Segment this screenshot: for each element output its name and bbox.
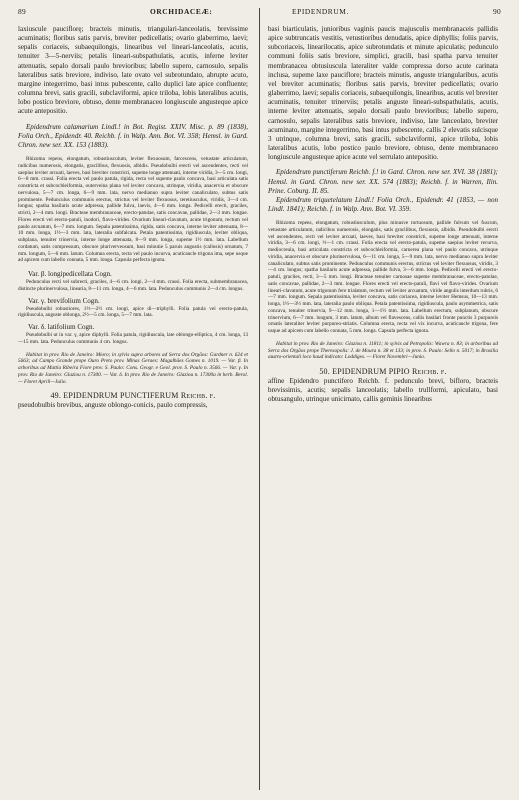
species-diagnosis-start: pseudobulbis brevibus, anguste oblongo-conicis, paulo compressis,	[18, 401, 208, 410]
species-description: Rhizoma repens, elongatum, robustiusculum, plus minusve tortuosum, pallide fulvum vel fuscum, vetustate articulatum, radicibus numerosis, elongatis, satis gracilibus, flexuosis, albidis. Pseudobulbi erecti vel ascendentes, recti vel leviter arcuati, laeves, basi breviter constricti, supeme longe attenuati, interne viridia, 3—6 cm. longi, ½—1 cm. crassi. Folia erecta vel erecto-patula, supeme saepius leviter recurva, mediocreula, basi articulata constricta et subcochleiformia, carnerea plana vel paulo concava, utrinque viridia, anacervia et obscure plurinervulosa, 6—11 cm. longa, 5—9 mm. lata, nervo medianuo supra leviter canaliculato, subtus satis prominente. Pedunculus communis erectus, strictus vel leviter flexuosus, viridis, 3—4 cm. longus; spatha basilaris acute adpressa, pallide fulva, 3—6 mm. longa. Pedicelli erecti vel erecto-patuli, graciles, recti, 3—5 mm. longi. Bracteae tenuiter carnosae supeme membranaceae, erecto-patulae, satis concavae, pallidae, 2—3 mm. longae. Flores erecti vel erecto-patuli, flavi vel flavo-virides. Ovarium lineari-clavatum, acute trigonum fere trialatum, rectum vel leviter arcuatum, viride angulis interdum rubris, 6—7 mm. longum. Sepala patentissima, leviter concava, satis coriacea, interne leviter Hemsus, 10—13 mm. longa, 1½—3½ mm. lata, lateralia paulo obliqua. Petala patentissima, rigidiuscula, paulo asymmetrica, satis concava, tenuiter trinervia, 9—12 mm. longa, 1—1½ mm. lata. Labellum erectum, subplanum, obscure trinervium, 6—7 mm. longum, 3 mm. latum, album vel flavescens, callis basilari fronte punctis 3 purpureis ornatis lateraliter leviter purpureo-striatis. Columna erecta, recta vel vix incurva, acuticaucle trigona, fere usque ad apicem cum labello connata, 5 mm. longa. Capsula perfecta ignota.	[268, 220, 498, 335]
running-title-left: ORCHIDACEÆ:	[150, 7, 213, 16]
habitat-text: Habitat in prov. Rio de Janeiro: Mioro; in sylvis supra arbores ad Serra dos Orgãos: Gardner n. 624 et 5663; ad Campo Grande prope Ouro Preto prov. Minas Geraes: Magalhães Gomes n. 1019. — Var. β. In arboribus ad Mattia Ribeira Fiore prov. S. Paulo: Cons. Geogr. e Geol. prov. S. Paulo n. 3566. — Var. γ. In prov. Rio de Janeiro: Glaziou n. 17300. — Var. δ. In prov. Rio de Janeiro: Glaziou n. 17300a in herb. Berol. — Floret Aprili—Julio.	[18, 351, 248, 385]
variety-beta-title: Var. β. longipedicellata Cogn.	[28, 270, 112, 279]
synonymy-citation: Epidendrum calamarium Lindl.! in Bot. Regist. XXIV. Misc. p. 89 (1838), Folia Orch., Epidendr. 40. Reichb. f. in Walp. Ann. Bot. VI. 358; Hemsl. in Gard. Chron. new ser. XX. 153 (1883).	[18, 122, 248, 149]
species-description: Rhizoma repens, elongatum, robustiusculum, leviter flexuosum, farcescens, vetustate articulatum, radicibus numerosis, elongatis, gracilibus, flexuosis, albidis. Pseudobulbi erecti vel ascendentes, recti vel saepius leviter arcuati, laeves, basi breviter constricti, supeme longe attenuati, interne viridia, 3—5 cm. longi, 6—8 mm. crassi. Folia erecta vel paulo patula, rigida, recta vel supeme paulo concava, basi articulata satis constricta et subcochleiformia, outerveina plana vel leviter concava, utrinque, viridia, anacervia et obscure nervulosa, 5—7 cm. longa, 6—9 mm. lata, nervo medianuo supra leviter canaliculato, subtus satis prominente. Pedunculus communis erectus, strictus vel leviter flexuosus, teretiusculus, viridis, 3—4 cm. longus; spatha basilaris acute adpressa, pallide fulva, laevis, 4—6 mm. longa. Pedicelli erecti, graciles, stricti, 2—4 mm. longi. Bracteae membranaceae, erecto-patulae, satis concavae, pallidae, 2—3 mm. longae. Flores erecti vel erecto-patuli, inodori, flavo-virides. Ovarium lineari-clavatum, acute trigonum, rectum vel paulo arcuatum, 6—7 mm. longum. Sepala patentissima, rigida, satis concava, interne leviter attenuata, 8—10 mm. longa, 1½—3 mm. lata, lateralia subfalcata. Petala patentissima, rigidiuscula, leviter obliqua, subplana, tenuiter trinervia, interne longe attenuata, 8—9 mm. longa, supeme 1½ mm. lata. Labellum cordatum, satis compressum, obscure pluriverveosum, basi minutie 5 paruis angustis (callosis) ornatum, 7 mm. longum, 5—6 mm. latum. Columna erecta, recta vel paulo incurva, acuticaucle trigona ima, sepe usque ad apicem cum labello connata, 5 mm. longa. Capsula perfecta ignota.	[18, 156, 248, 264]
variety-delta-description: Pseudobulbi ut in var. γ, apice diphylli. Folia patula, rigidiuscula, late oblongo-elliptica, 4 cm. longa, 13—15 mm. lata. Pedunculus communis 4 cm. longus.	[18, 332, 248, 345]
left-column	[18, 25, 248, 785]
diagnosis-text: laxiuscule pauciflorę; bracteis minutis, triangulari-lanceolatis, brevissime acuminatis; floribus satis parvis, breviter pedicellatis; ovario glaberrimo, laevi; sepalis coriaceis, subaequilongis, linearibus vel lineari-lanceolatis, acutis, tenuiter 3—5-nerviis; petalis lineari-subspathulatis, acutis, inferne leviter attenuatis, sepalo dorsali paulo brevioribus; labello supero, carnosulo, sepalis lateralibus satis breviore, indiviso, late ovato vel subrotundato, abrupte acuto, margine integerrimo, basi intus pubescente, callo duplici late apice confluente; columna brevi, satis gracili, subclaviformi, apice triloba, lobis lateralibus acutis, lobo postico breviore, obtuso, dente membranaceo longiuscule angusteque apice acute antepositio.	[18, 25, 248, 116]
habitat-text: Habitat in prov. Rio de Janeiro: Glaziou n. 11811; in sylvis ad Petropolis: Wawra n. 83; in arboribus ad Serra dos Orgãos prope Theresopolis: J. de Moura n. 38 et 133; in prov. S. Paulo: Sello n. 5017; in Brasilia austro-orientali loco haud indicato: Loddiges. — Floret Novembri—Junio.	[268, 340, 498, 361]
synonymy-citation: Epidendrum punctiferum Reichb. f.! in Gard. Chron. new ser. XVI. 38 (1881); Hemsl. in Gard. Chron. new ser. XX. 574 (1883); Reichb. f. in Warren, Ilin. Prine. Coburg. II. 85.	[268, 168, 498, 195]
running-title-right: EPIDENDRUM.	[292, 7, 349, 16]
page-number-left: 89	[18, 7, 26, 16]
species-diagnosis-start: affine Epidendro punctifero Reichb. f. pedunculo brevi, bifloro, bracteis brevissimis, acutis; sepalis lanceolatis; labello trullformi, apiculato, basi obtusangulo, utrinque unicirnato, callis geminis linearibus	[268, 377, 498, 404]
species-heading: 50. EPIDENDRUM PIPIO Reichb. f.	[319, 367, 447, 377]
column-divider	[259, 8, 260, 790]
page-number-right: 90	[493, 7, 501, 16]
variety-beta-description: Pedunculus recti vel subrecti, graciles, 4—6 cm. longi, 2—4 mm. crassi. Folia erecta, submembranacea, distincte plurinervulosa, linearia, 8—11 cm. longa, 4—6 mm. lata. Pedunculus communis 2—4 cm. longus.	[18, 279, 248, 292]
synonymy-citation-2: Epidendrum triquetelatum Lindl.! Folia Orch., Epidendr. 41 (1853, — non Lindl. 1841); Reichb. f. in Walp. Ann. Bot. VI. 359.	[268, 195, 498, 213]
species-heading: 49. EPIDENDRUM PUNCTIFERUM Reichb. f.	[50, 391, 216, 401]
variety-gamma-description: Pseudobulbi robustiores, 1½—2½ cm. longi, apice di—triphylli. Folia patula vel erecto-patula, rigidiuscula, anguste oblonga, 2½—5 cm. longa, 5—7 mm. lata.	[18, 305, 248, 319]
variety-delta-title: Var. δ. latifolium Cogn.	[28, 323, 95, 332]
right-column	[268, 25, 498, 785]
variety-gamma-title: Var. γ. brevifolium Cogn.	[28, 296, 100, 305]
diagnosis-text: basi biarticulatis, junioribus vaginis paucis majusculis membranaceis pallidis apice subtruncatis vestitis, vetustioribus denudatis, apice diphyllis; foliis parvis, subcoriaceis, linearilocatis, apice subrotundatis et minute apiculatis; pedunculo communi foliis satis breviore, simplici, gracili, basi spatha parva tenuiter membranacea obtusiuscula lateraliter valde compressa dorso acute carinata inclusa, supeme laxe pauciflore; bracteis minutis, anguste triangularibus, acutis vel breviter acuminatis; floribus satis parvis, breviter pedicellatis; ovario glaberrimo, laevi; sepalis coriaceis, subaequilongis, linearibus, acutis vel breviter acuminatis, tenuiter trinerviis; petalis anguste lineari-subspathulatis, acutis, interne leviter attenuatis, sepalo dorsali paulo brevioribus; labello supero, carnosulo, sepalis lateralibus satis breviore, indiviso, late lanceolato, breviter acuminato, margine integerrimo, basi intus pubescente, callis 2 elevatis sulcisque 3 utrinque, columna brevi, satis gracili, subclaviformi, apice triloba, lobis lateralibus acutis, lobo postico paulo breviore, obtuso, dente membranaceo longiuscule angusteque apice acute vel serrulato antepositio.	[268, 25, 498, 162]
